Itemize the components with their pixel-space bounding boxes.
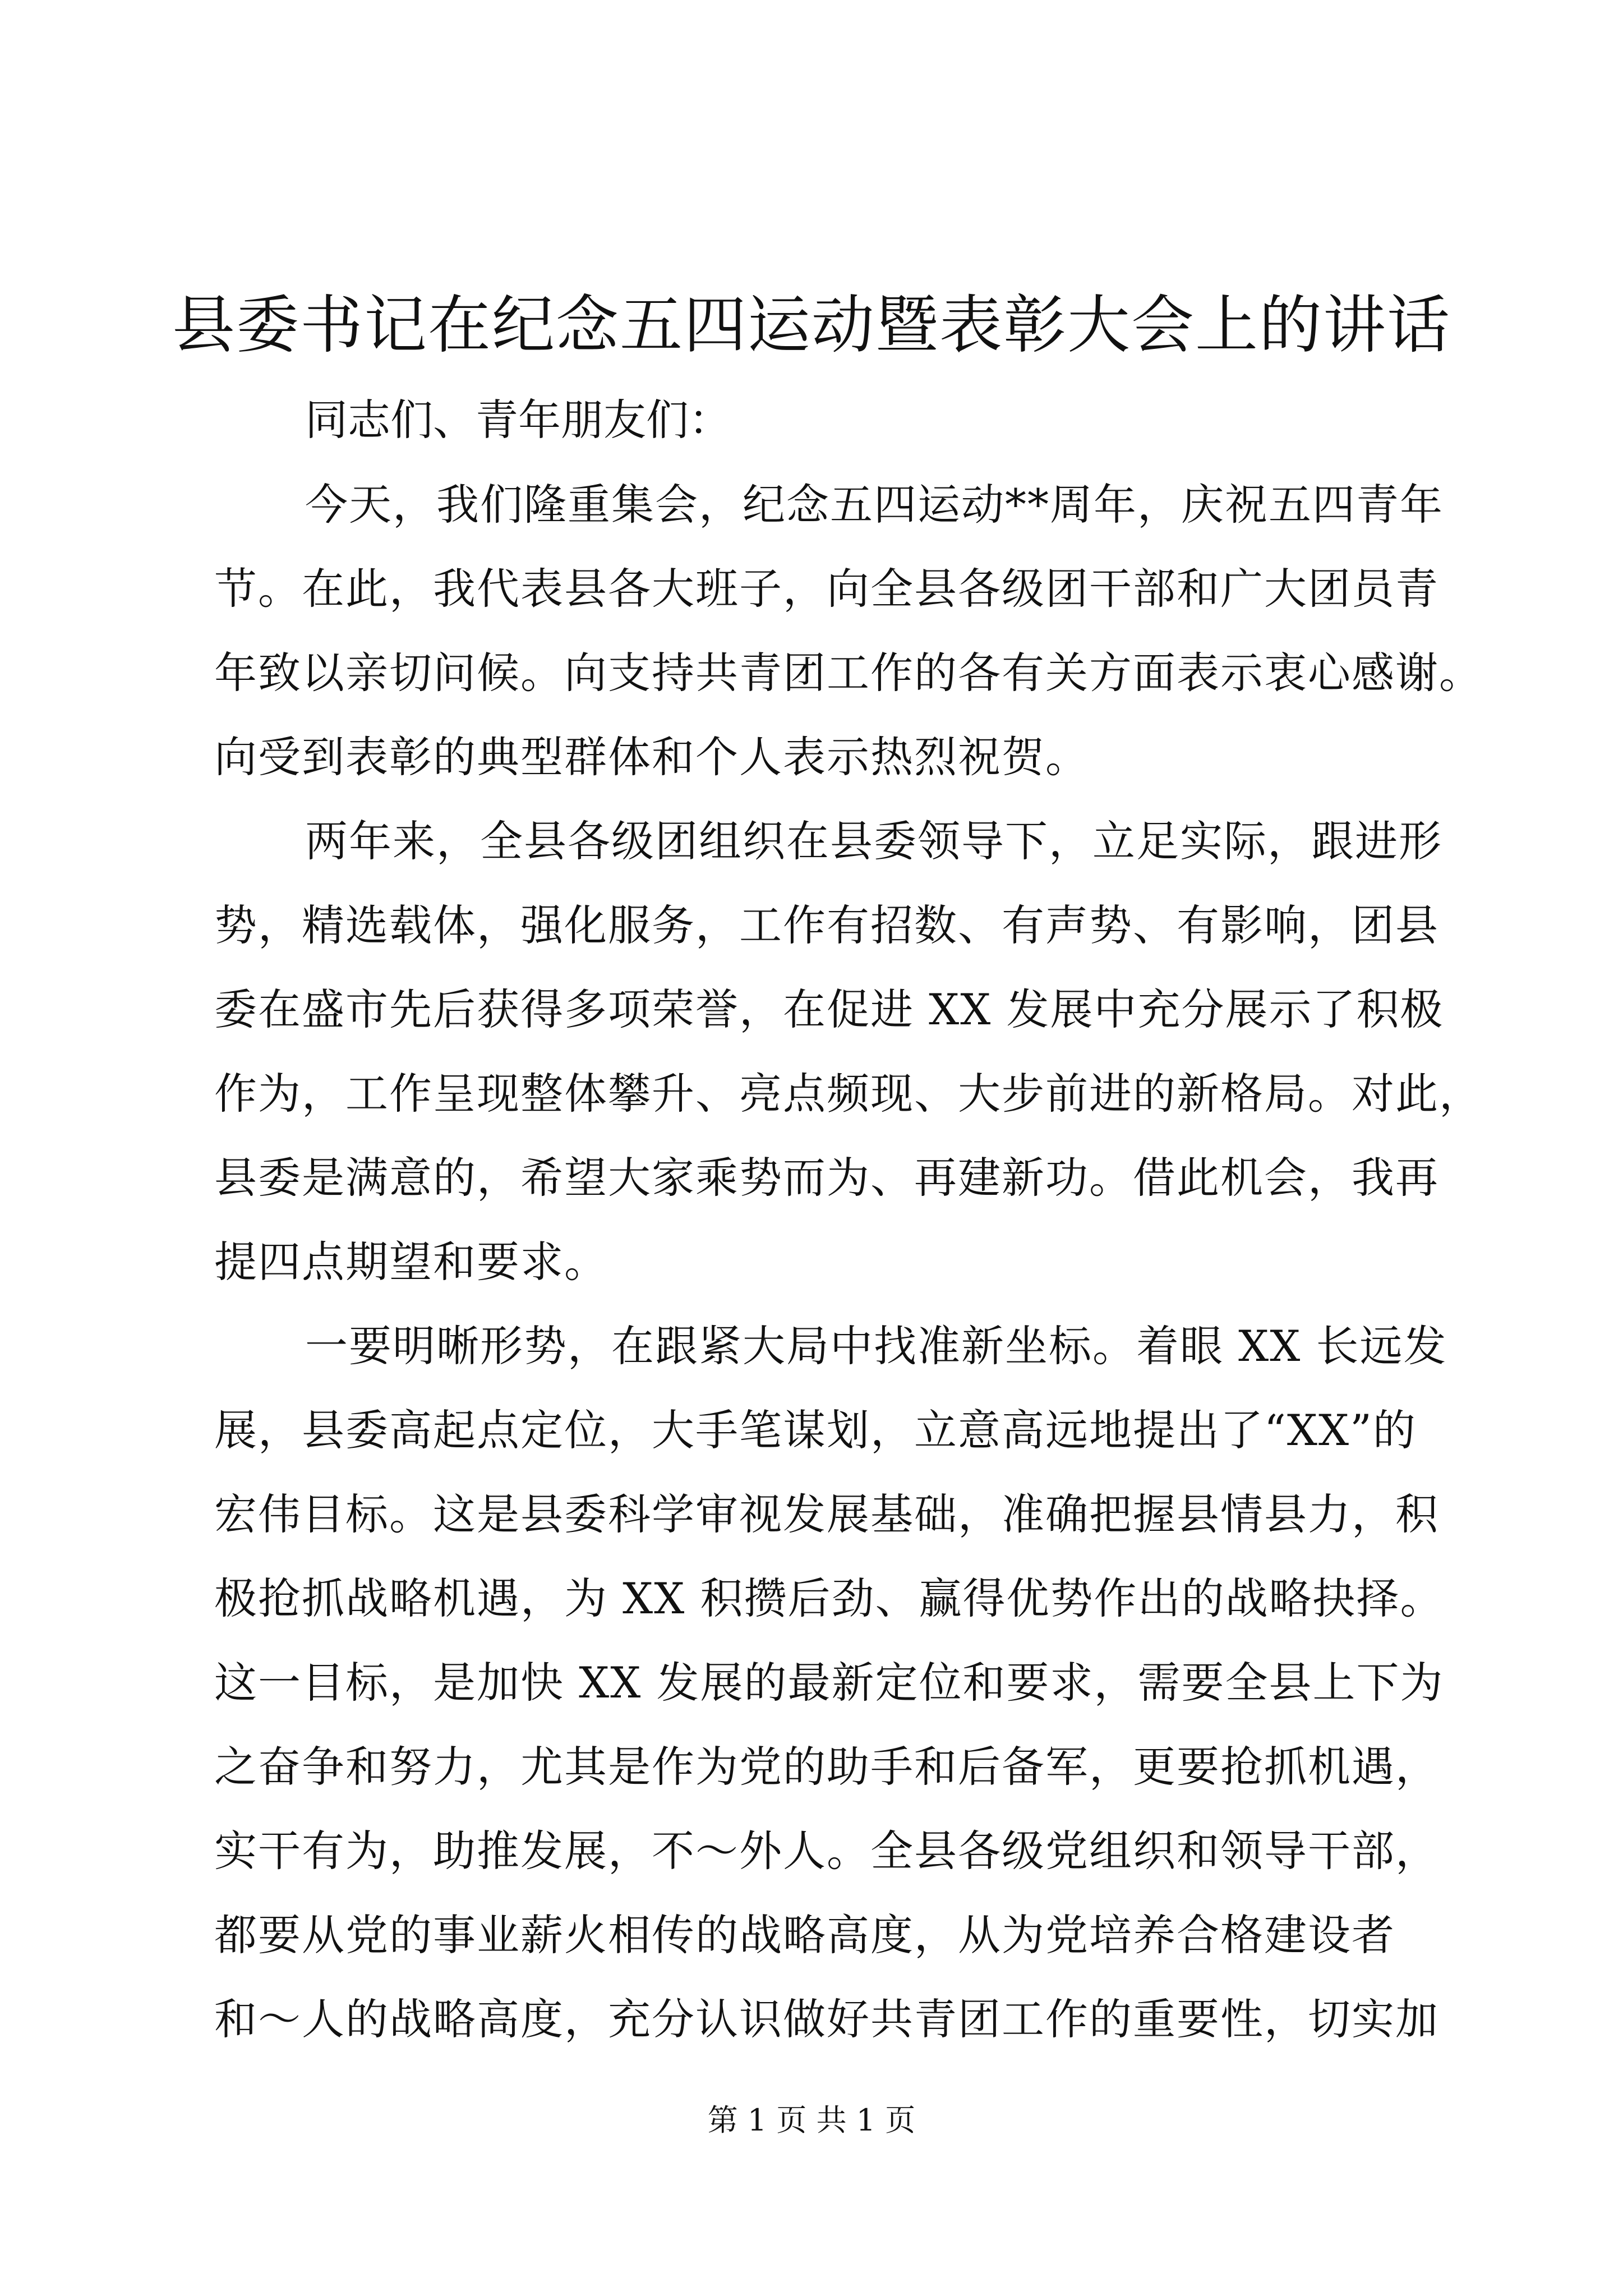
paragraph-2-line-3: 委在盛市先后获得多项荣誉，在促进 XX 发展中充分展示了积极	[214, 984, 1444, 1034]
page-footer: 第 1 页 共 1 页	[707, 2102, 916, 2138]
salutation: 同志们、青年朋友们：	[305, 395, 731, 445]
paragraph-3-line-6: 之奋争和努力，尤其是作为党的助手和后备军，更要抢抓机遇，	[214, 1742, 1439, 1792]
paragraph-1-line-1: 今天，我们隆重集会，纪念五四运动**周年，庆祝五四青年	[305, 480, 1444, 530]
paragraph-1-line-4: 向受到表彰的典型群体和个人表示热烈祝贺。	[214, 732, 1089, 782]
paragraph-3-line-7: 实干有为，助推发展，不～外人。全县各级党组织和领导干部，	[214, 1826, 1439, 1876]
paragraph-2-line-6: 提四点期望和要求。	[214, 1237, 608, 1287]
paragraph-1-line-2: 节。在此，我代表县各大班子，向全县各级团干部和广大团员青	[214, 564, 1439, 614]
paragraph-3-line-1: 一要明晰形势，在跟紧大局中找准新坐标。着眼 XX 长远发	[305, 1321, 1447, 1371]
paragraph-2-line-1: 两年来，全县各级团组织在县委领导下，立足实际，跟进形	[305, 816, 1442, 866]
paragraph-3-line-4: 极抢抓战略机遇，为 XX 积攒后劲、赢得优势作出的战略抉择。	[214, 1573, 1444, 1623]
paragraph-2-line-2: 势，精选载体，强化服务，工作有招数、有声势、有影响，团县	[214, 900, 1439, 950]
paragraph-2-line-4: 作为，工作呈现整体攀升、亮点频现、大步前进的新格局。对此，	[214, 1069, 1483, 1119]
paragraph-1-line-3: 年致以亲切问候。向支持共青团工作的各有关方面表示衷心感谢。	[214, 648, 1483, 698]
paragraph-3-line-3: 宏伟目标。这是县委科学审视发展基础，准确把握县情县力，积	[214, 1489, 1439, 1539]
paragraph-3-line-5: 这一目标，是加快 XX 发展的最新定位和要求，需要全县上下为	[214, 1658, 1444, 1708]
page-title: 县委书记在纪念五四运动暨表彰大会上的讲话	[172, 289, 1451, 362]
paragraph-3-line-9: 和～人的战略高度，充分认识做好共青团工作的重要性，切实加	[214, 1994, 1439, 2044]
paragraph-2-line-5: 县委是满意的，希望大家乘势而为、再建新功。借此机会，我再	[214, 1153, 1439, 1203]
paragraph-3-line-2: 展，县委高起点定位，大手笔谋划，立意高远地提出了“XX”的	[214, 1405, 1417, 1455]
paragraph-3-line-8: 都要从党的事业薪火相传的战略高度，从为党培养合格建设者	[214, 1910, 1395, 1960]
